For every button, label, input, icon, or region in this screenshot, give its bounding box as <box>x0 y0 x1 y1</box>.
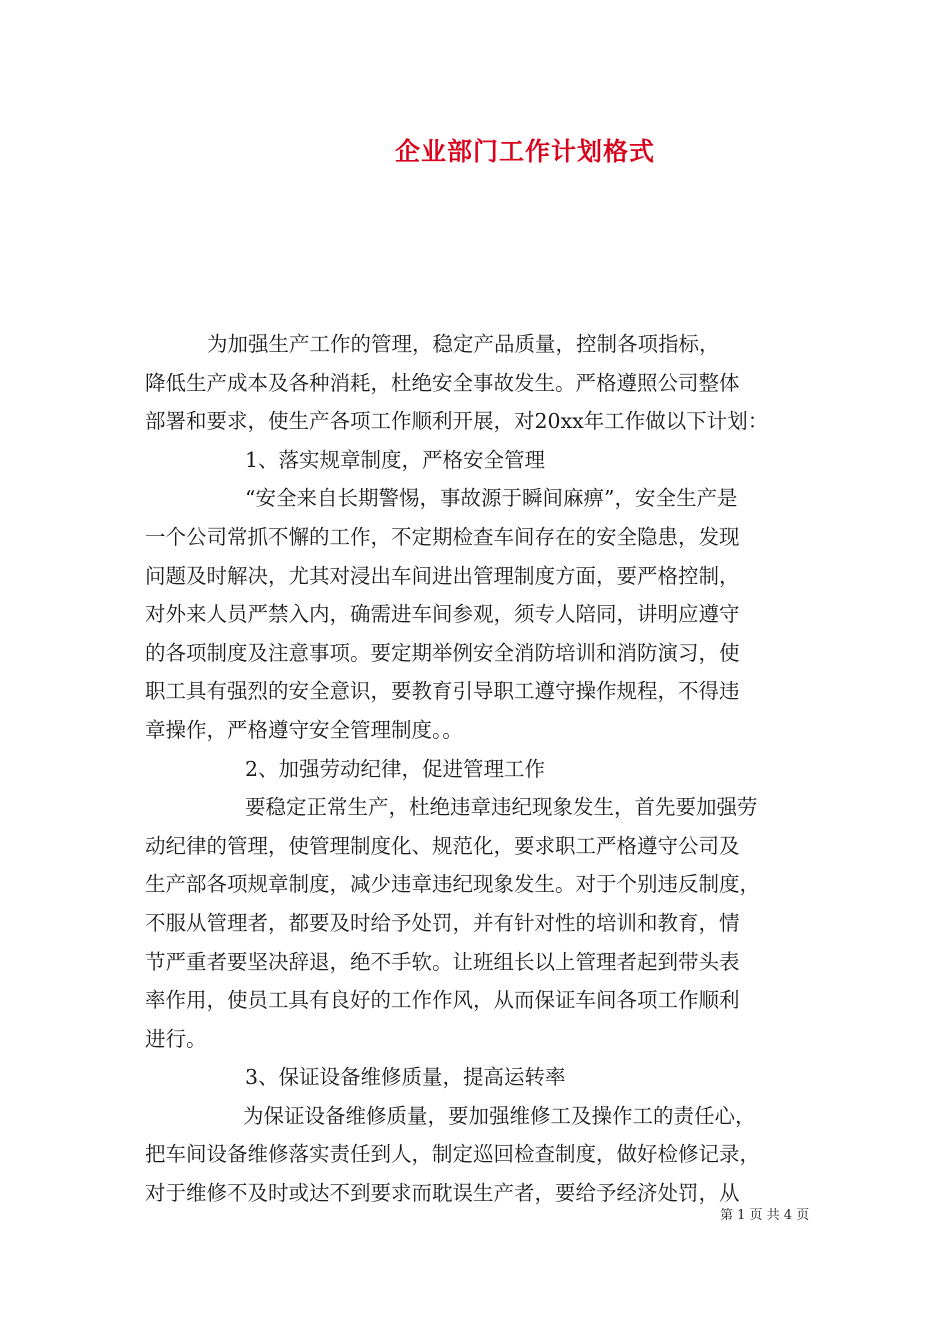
paragraph-line: 率作用，使员工具有良好的工作作风，从而保证车间各项工作顺利 <box>145 988 740 1013</box>
paragraph-line: “安全来自长期警惕，事故源于瞬间麻痹”，安全生产是 <box>245 486 738 511</box>
paragraph-line: 把车间设备维修落实责任到人，制定巡回检查制度，做好检修记录， <box>145 1142 760 1167</box>
paragraph-line: 进行。 <box>145 1026 207 1051</box>
paragraph-line: 节严重者要坚决辞退，绝不手软。让班组长以上管理者起到带头表 <box>145 949 740 974</box>
paragraph-line: 问题及时解决，尤其对浸出车间进出管理制度方面，要严格控制， <box>145 563 740 588</box>
paragraph-line: 部署和要求，使生产各项工作顺利开展，对20xx年工作做以下计划： <box>145 409 769 434</box>
paragraph-line: 一个公司常抓不懈的工作，不定期检查车间存在的安全隐患，发现 <box>145 524 740 549</box>
paragraph-line: 的各项制度及注意事项。要定期举例安全消防培训和消防演习，使 <box>145 640 740 665</box>
section-heading-3: 3、保证设备维修质量，提高运转率 <box>245 1065 566 1090</box>
paragraph-line: 不服从管理者，都要及时给予处罚，并有针对性的培训和教育，情 <box>145 910 740 935</box>
paragraph-line: 对于维修不及时或达不到要求而耽误生产者，要给予经济处罚，从 <box>145 1181 740 1206</box>
paragraph-line: 生产部各项规章制度，减少违章违纪现象发生。对于个别违反制度， <box>145 872 760 897</box>
document-body <box>145 325 815 1213</box>
page-number-footer: 第 1 页 共 4 页 <box>720 1208 810 1223</box>
paragraph-line: 对外来人员严禁入内，确需进车间参观，须专人陪同，讲明应遵守 <box>145 602 740 627</box>
document-title: 企业部门工作计划格式 <box>394 137 655 166</box>
paragraph-line: 章操作，严格遵守安全管理制度。。 <box>145 717 463 742</box>
section-heading-1: 1、落实规章制度，严格安全管理 <box>245 447 546 472</box>
paragraph-line: 要稳定正常生产，杜绝违章违纪现象发生，首先要加强劳 <box>245 795 758 820</box>
section-heading-2: 2、加强劳动纪律，促进管理工作 <box>245 756 546 781</box>
paragraph-line: 为加强生产工作的管理，稳定产品质量，控制各项指标， <box>207 332 720 356</box>
paragraph-line: 为保证设备维修质量，要加强维修工及操作工的责任心， <box>243 1103 756 1128</box>
paragraph-line: 动纪律的管理，使管理制度化、规范化，要求职工严格遵守公司及 <box>145 833 740 858</box>
paragraph-line: 职工具有强烈的安全意识，要教育引导职工遵守操作规程，不得违 <box>145 679 740 704</box>
paragraph-line: 降低生产成本及各种消耗，杜绝安全事故发生。严格遵照公司整体 <box>145 370 740 395</box>
